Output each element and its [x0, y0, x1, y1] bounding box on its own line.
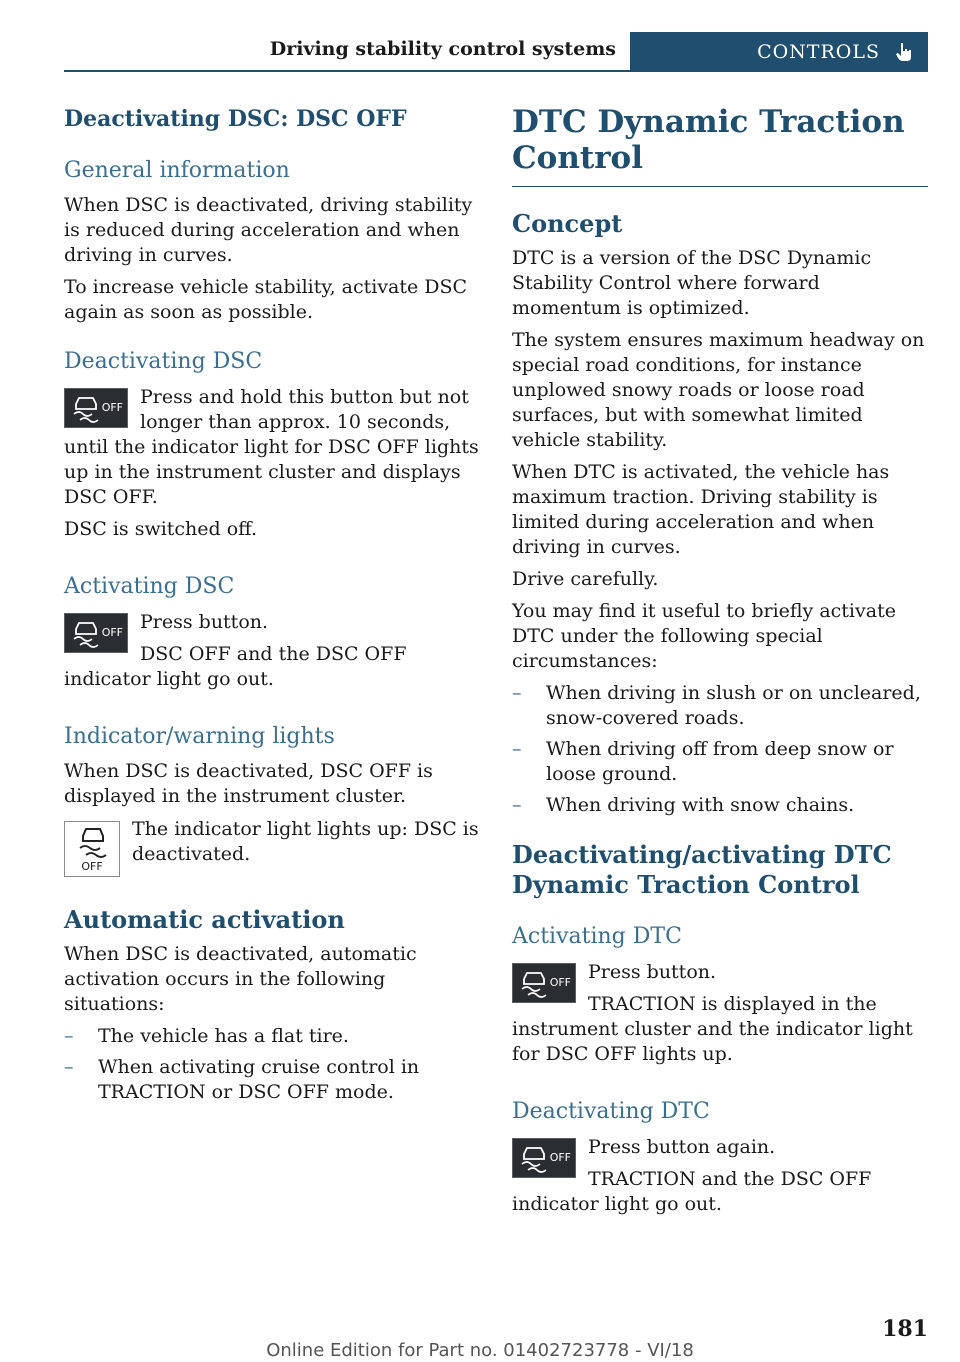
paragraph: You may find it useful to briefly activate DTC under the following special circumstances:	[512, 600, 896, 672]
hand-pointer-icon	[892, 41, 914, 63]
header-chapter-label: CONTROLS	[757, 41, 880, 63]
dsc-off-indicator-light-icon	[64, 821, 120, 877]
bullet-list	[64, 1024, 482, 1105]
paragraph: DSC is switched off.	[64, 518, 258, 540]
list-item: – When driving off from deep snow or loose ground.	[512, 737, 928, 787]
paragraph: Press button.	[140, 611, 269, 633]
paragraph: The indicator light lights up: DSC is deactivated.	[132, 818, 479, 865]
paragraph: TRACTION is displayed in the instrument cluster and the indicator light for DSC OFF lights up.	[512, 993, 913, 1065]
subheading-deactivating-activating-dtc: Deactivating/activating DTC Dynamic Traction Control	[512, 840, 892, 899]
dsc-off-button-icon	[64, 388, 128, 428]
list-item: – When driving with snow chains.	[512, 793, 928, 818]
subheading-deactivating-dsc: Deactivating DSC	[64, 349, 263, 374]
subheading-concept: Concept	[512, 209, 623, 238]
paragraph: When DSC is deactivated, DSC OFF is displayed in the instrument cluster.	[64, 760, 433, 807]
button-off-label: OFF	[101, 401, 123, 414]
list-item: – When activating cruise control in TRACTION or DSC OFF mode.	[64, 1055, 482, 1105]
subheading-general-information: General information	[64, 158, 290, 183]
paragraph: Press button.	[588, 961, 717, 983]
paragraph: When DTC is activated, the vehicle has maximum traction. Driving stability is limited during acceleration and when driving in curves.	[512, 461, 890, 558]
right-column	[512, 104, 928, 1217]
page-header	[64, 32, 928, 72]
indicator-block	[64, 817, 482, 883]
subheading-deactivating-dtc: Deactivating DTC	[512, 1099, 710, 1124]
paragraph: TRACTION and the DSC OFF indicator light go out.	[512, 1168, 872, 1215]
header-section-title: Driving stability control systems	[269, 38, 616, 60]
dsc-off-button-icon	[512, 1138, 576, 1178]
skidding-car-icon	[71, 395, 101, 423]
dsc-off-button-icon	[64, 613, 128, 653]
paragraph: Drive carefully.	[512, 568, 659, 590]
paragraph: The system ensures maximum headway on special road conditions, for instance unplowed snowy roads or loose road surfaces, but with somewhat limited vehicle stability.	[512, 329, 925, 451]
header-chapter-tab	[630, 32, 928, 72]
paragraph: To increase vehicle stability, activate DSC again as soon as possible.	[64, 276, 468, 323]
paragraph: DSC OFF and the DSC OFF indicator light go out.	[64, 643, 407, 690]
paragraph: When DSC is deactivated, automatic activation occurs in the following situations:	[64, 943, 417, 1015]
section-heading-dsc-off: Deactivating DSC: DSC OFF	[64, 106, 407, 132]
button-off-label: OFF	[549, 1151, 571, 1164]
bullet-list	[512, 681, 928, 818]
paragraph: Press button again.	[588, 1136, 776, 1158]
indicator-off-label: OFF	[81, 860, 103, 873]
skidding-car-icon	[65, 822, 121, 862]
subheading-indicator-warning-lights: Indicator/warning lights	[64, 724, 335, 749]
page-number: 181	[882, 1316, 928, 1342]
instruction-block	[64, 610, 482, 692]
list-item: – When driving in slush or on uncleared, snow-covered roads.	[512, 681, 928, 731]
button-off-label: OFF	[101, 626, 123, 639]
dsc-off-button-icon	[512, 963, 576, 1003]
list-item: – The vehicle has a flat tire.	[64, 1024, 482, 1049]
header-rule	[64, 70, 630, 72]
instruction-block	[64, 385, 482, 542]
instruction-block	[512, 960, 928, 1067]
left-column	[64, 104, 482, 1105]
section-heading-dtc: DTC Dynamic Traction Control	[512, 104, 905, 176]
instruction-block	[512, 1135, 928, 1217]
paragraph: When DSC is deactivated, driving stability is reduced during acceleration and when driving in curves.	[64, 194, 473, 266]
skidding-car-icon	[71, 620, 101, 648]
subheading-automatic-activation: Automatic activation	[64, 905, 345, 934]
paragraph: Press and hold this button but not longer than approx. 10 seconds, until the indicator light for DSC OFF lights up in the instrument cluster and displays DSC OFF.	[64, 386, 479, 508]
subheading-activating-dtc: Activating DTC	[512, 924, 682, 949]
skidding-car-icon	[519, 1145, 549, 1173]
skidding-car-icon	[519, 970, 549, 998]
paragraph: DTC is a version of the DSC Dynamic Stability Control where forward momentum is optimized.	[512, 247, 872, 319]
subheading-activating-dsc: Activating DSC	[64, 574, 235, 599]
heading-rule	[512, 186, 928, 187]
button-off-label: OFF	[549, 976, 571, 989]
footer-edition: Online Edition for Part no. 01402723778 - VI/18	[266, 1340, 694, 1361]
